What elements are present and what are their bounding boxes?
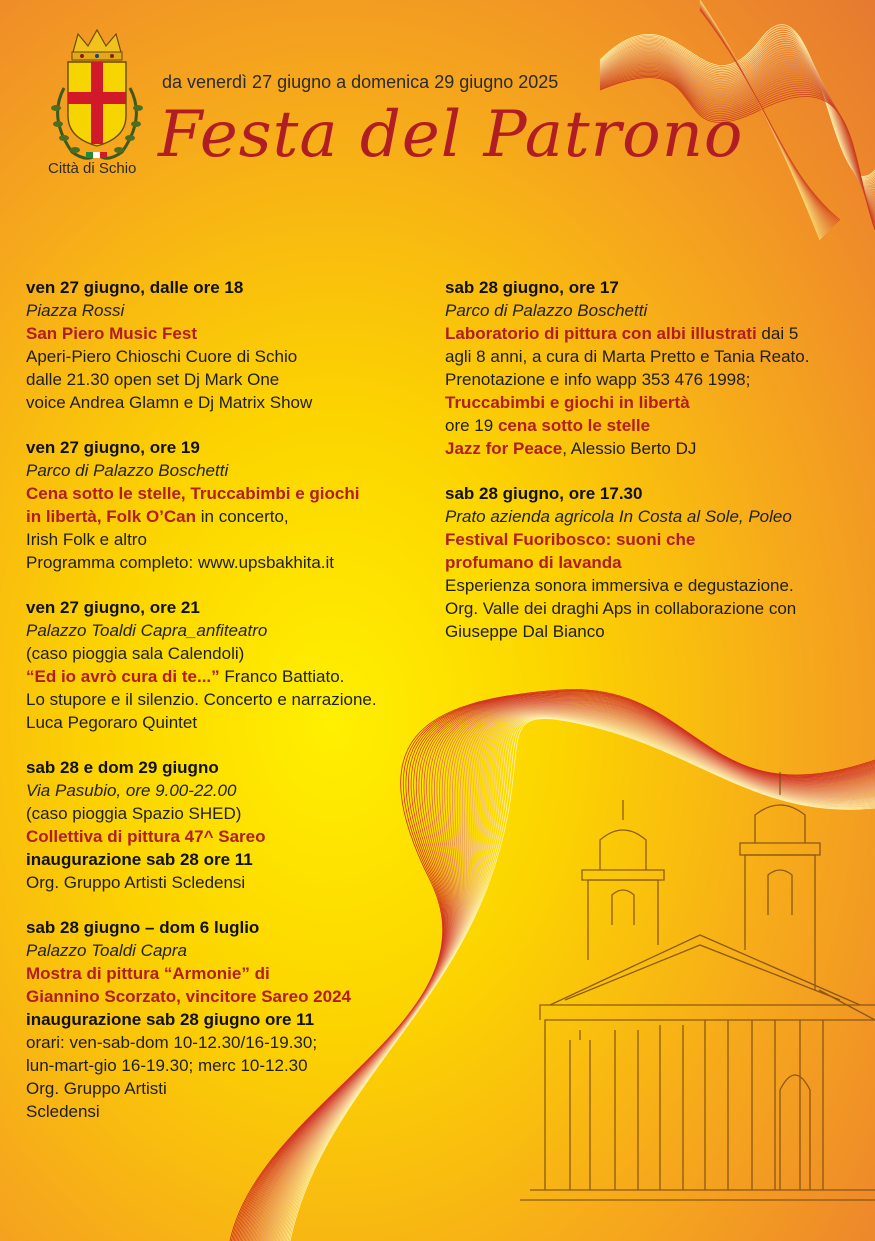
event-text: Programma completo: www.upsbakhita.it — [26, 553, 335, 572]
event-line — [26, 368, 426, 391]
event-block — [26, 916, 426, 1123]
event-line — [26, 1031, 426, 1054]
event-place: Piazza Rossi — [26, 301, 125, 320]
events-column-left — [26, 276, 426, 1145]
event-line — [26, 688, 426, 711]
event-place: Parco di Palazzo Boschetti — [445, 301, 648, 320]
event-line — [445, 620, 845, 643]
event-text: Prenotazione e info wapp 353 476 1998; — [445, 370, 751, 389]
event-line — [26, 322, 426, 345]
church-drawing-icon — [520, 772, 875, 1200]
event-line — [26, 1100, 426, 1123]
event-highlight: Jazz for Peace — [445, 439, 563, 458]
event-dates: da venerdì 27 giugno a domenica 29 giugno 2025 — [162, 72, 559, 92]
event-text: voice Andrea Glamn e Dj Matrix Show — [26, 393, 313, 412]
event-highlight: “Ed io avrò cura di te...” — [26, 667, 220, 686]
event-block — [26, 756, 426, 894]
event-text: Giuseppe Dal Bianco — [445, 622, 605, 641]
event-line — [26, 505, 426, 528]
event-highlight: Mostra di pittura “Armonie” di — [26, 964, 270, 983]
event-date: sab 28 e dom 29 giugno — [26, 758, 219, 777]
event-text: dalle 21.30 open set Dj Mark One — [26, 370, 280, 389]
event-text: inaugurazione sab 28 ore 11 — [26, 850, 253, 869]
event-block — [26, 276, 426, 414]
event-text: agli 8 anni, a cura di Marta Pretto e Tania Reato. — [445, 347, 810, 366]
event-text: Org. Valle dei draghi Aps in collaborazione con — [445, 599, 797, 618]
event-block — [26, 436, 426, 574]
event-block — [445, 482, 845, 643]
event-line — [26, 482, 426, 505]
event-highlight: in libertà, Folk O’Can — [26, 507, 197, 526]
event-line — [26, 642, 426, 665]
event-line — [26, 551, 426, 574]
event-line — [445, 437, 845, 460]
event-place: Prato azienda agricola In Costa al Sole, Poleo — [445, 507, 792, 526]
event-line — [445, 322, 845, 345]
event-line — [445, 368, 845, 391]
event-highlight: Cena sotto le stelle, Truccabimbi e giochi — [26, 484, 360, 503]
event-text: Luca Pegoraro Quintet — [26, 713, 198, 732]
event-highlight: San Piero Music Fest — [26, 324, 197, 343]
event-date: ven 27 giugno, dalle ore 18 — [26, 278, 244, 297]
event-text: Irish Folk e altro — [26, 530, 147, 549]
event-text: Esperienza sonora immersiva e degustazione. — [445, 576, 794, 595]
event-line — [445, 551, 845, 574]
event-text: Org. Gruppo Artisti Scledensi — [26, 873, 246, 892]
event-line — [26, 985, 426, 1008]
event-highlight: Festival Fuoribosco: suoni che — [445, 530, 696, 549]
event-text: (caso pioggia Spazio SHED) — [26, 804, 242, 823]
event-highlight: profumano di lavanda — [445, 553, 622, 572]
event-block — [26, 596, 426, 734]
event-date: ven 27 giugno, ore 21 — [26, 598, 200, 617]
event-line — [26, 1077, 426, 1100]
event-text: inaugurazione sab 28 giugno ore 11 — [26, 1010, 315, 1029]
event-block — [445, 276, 845, 460]
event-line — [26, 802, 426, 825]
event-text: lun-mart-gio 16-19.30; merc 10-12.30 — [26, 1056, 308, 1075]
page-title: Festa del Patrono — [158, 98, 744, 172]
event-line — [26, 1008, 426, 1031]
event-text: , Alessio Berto DJ — [562, 439, 697, 458]
event-place: Parco di Palazzo Boschetti — [26, 461, 229, 480]
event-highlight: Truccabimbi e giochi in libertà — [445, 393, 690, 412]
event-line — [26, 1054, 426, 1077]
event-line — [26, 825, 426, 848]
event-highlight: Giannino Scorzato, vincitore Sareo 2024 — [26, 987, 351, 1006]
event-date: ven 27 giugno, ore 19 — [26, 438, 200, 457]
event-line — [445, 391, 845, 414]
event-line — [26, 665, 426, 688]
event-highlight: cena sotto le stelle — [497, 416, 651, 435]
event-date: sab 28 giugno, ore 17.30 — [445, 484, 643, 503]
event-line — [445, 528, 845, 551]
event-text: orari: ven-sab-dom 10-12.30/16-19.30; — [26, 1033, 318, 1052]
event-place: Palazzo Toaldi Capra_anfiteatro — [26, 621, 268, 640]
event-line — [26, 391, 426, 414]
event-line — [445, 597, 845, 620]
event-text: ore 19 — [445, 416, 498, 435]
event-text: (caso pioggia sala Calendoli) — [26, 644, 245, 663]
city-crest-icon — [38, 28, 156, 178]
event-text: Aperi-Piero Chioschi Cuore di Schio — [26, 347, 298, 366]
event-line — [26, 345, 426, 368]
event-line — [445, 414, 845, 437]
event-date: sab 28 giugno – dom 6 luglio — [26, 918, 260, 937]
event-line — [445, 345, 845, 368]
event-line — [26, 711, 426, 734]
city-name: Città di Schio — [48, 160, 137, 177]
event-line — [445, 574, 845, 597]
event-line — [26, 848, 426, 871]
event-text: Org. Gruppo Artisti — [26, 1079, 167, 1098]
event-highlight: Collettiva di pittura 47^ Sareo — [26, 827, 266, 846]
event-highlight: Laboratorio di pittura con albi illustrati — [445, 324, 757, 343]
events-column-right — [445, 276, 845, 665]
event-text: dai 5 — [756, 324, 799, 343]
event-date: sab 28 giugno, ore 17 — [445, 278, 619, 297]
event-line — [26, 962, 426, 985]
event-line — [26, 871, 426, 894]
event-place: Palazzo Toaldi Capra — [26, 941, 187, 960]
event-text: Lo stupore e il silenzio. Concerto e narrazione. — [26, 690, 377, 709]
event-line — [26, 528, 426, 551]
event-text: in concerto, — [196, 507, 289, 526]
event-text: Franco Battiato. — [219, 667, 345, 686]
event-text: Scledensi — [26, 1102, 100, 1121]
event-place: Via Pasubio, ore 9.00-22.00 — [26, 781, 237, 800]
